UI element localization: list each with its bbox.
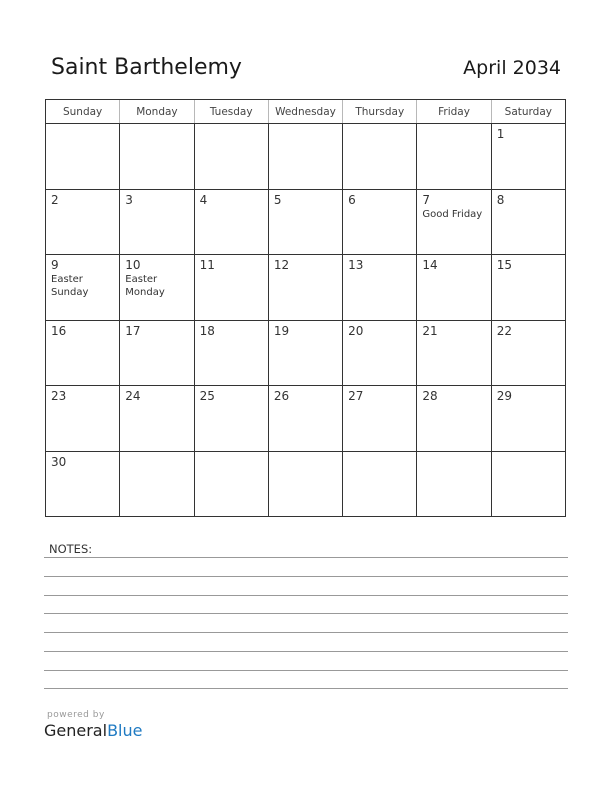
- day-cell: [268, 255, 342, 320]
- note-line: [44, 613, 568, 614]
- day-number: 11: [199, 258, 215, 272]
- day-cell: [342, 321, 416, 386]
- day-cell: [416, 255, 490, 320]
- note-line: [44, 632, 568, 633]
- day-cell: [194, 255, 268, 320]
- day-cell: [491, 321, 565, 386]
- day-number: 7: [422, 192, 431, 207]
- day-number: 13: [348, 258, 364, 272]
- day-cell: [194, 452, 268, 518]
- day-cell: [416, 386, 490, 451]
- week-row: [46, 190, 565, 256]
- day-number: 2: [51, 192, 59, 207]
- note-line: [44, 651, 568, 652]
- day-cell: [119, 190, 193, 255]
- day-cell: [268, 386, 342, 451]
- day-cell: [342, 255, 416, 320]
- day-number: 6: [348, 192, 356, 207]
- day-cell: [46, 190, 119, 255]
- day-cell: [119, 321, 193, 386]
- day-number: 3: [125, 192, 133, 207]
- notes-label: NOTES:: [49, 542, 93, 556]
- day-number: 1: [496, 127, 505, 141]
- day-cell: [342, 452, 416, 518]
- powered-by-text: powered by: [47, 710, 105, 720]
- brand-general: General: [44, 721, 108, 740]
- day-number: 26: [273, 389, 290, 403]
- day-cell: [491, 386, 565, 451]
- day-number: 5: [273, 192, 282, 207]
- brand-logo: [44, 721, 142, 740]
- month-year-label: April 2034: [463, 57, 561, 79]
- day-number: 24: [125, 389, 141, 403]
- weekday-header-row: [46, 100, 565, 124]
- day-number: 19: [273, 323, 290, 338]
- weekday-header: Tuesday: [194, 100, 268, 123]
- weekday-header: Saturday: [491, 100, 565, 123]
- holiday-label: Good Friday: [422, 208, 483, 220]
- day-cell: [268, 190, 342, 255]
- day-cell: [268, 321, 342, 386]
- day-number: 28: [422, 389, 438, 403]
- day-cell: [342, 124, 416, 189]
- note-line: [44, 576, 568, 577]
- day-number: 22: [496, 323, 512, 338]
- day-cell: [268, 452, 342, 518]
- day-cell: [491, 124, 565, 189]
- day-cell: [46, 255, 119, 320]
- day-cell: [194, 124, 268, 189]
- day-number: 27: [348, 389, 364, 403]
- day-number: 23: [51, 389, 67, 403]
- day-number: 25: [199, 389, 215, 403]
- day-number: 8: [496, 192, 505, 207]
- day-cell: [491, 255, 565, 320]
- day-number: 18: [199, 323, 215, 338]
- day-cell: [46, 386, 119, 451]
- day-number: 15: [496, 258, 512, 272]
- day-cell: [342, 386, 416, 451]
- day-cell: [342, 190, 416, 255]
- weekday-header: Wednesday: [268, 100, 342, 123]
- day-cell: [194, 386, 268, 451]
- day-number: 14: [422, 258, 438, 272]
- day-number: 10: [125, 258, 141, 272]
- weekday-header: Thursday: [342, 100, 416, 123]
- day-cell: [194, 190, 268, 255]
- day-number: 9: [51, 258, 59, 272]
- week-row: [46, 124, 565, 190]
- weekday-header: Friday: [416, 100, 490, 123]
- day-number: 21: [422, 323, 438, 338]
- day-cell: [119, 386, 193, 451]
- day-cell: [119, 255, 193, 320]
- day-number: 16: [51, 323, 67, 338]
- week-row: [46, 452, 565, 518]
- note-line: [44, 595, 568, 596]
- day-cell: [46, 452, 119, 518]
- day-cell: [416, 190, 490, 255]
- calendar-grid: [45, 99, 566, 517]
- day-cell: [416, 321, 490, 386]
- day-number: 20: [348, 323, 364, 338]
- day-cell: [119, 124, 193, 189]
- day-cell: [491, 190, 565, 255]
- day-number: 4: [199, 192, 208, 207]
- holiday-label: Easter Sunday: [51, 274, 89, 298]
- note-line: [44, 670, 568, 671]
- week-row: [46, 321, 565, 387]
- weeks-container: [46, 124, 565, 517]
- calendar-title: Saint Barthelemy: [51, 55, 242, 80]
- day-cell: [194, 321, 268, 386]
- weekday-header: Monday: [119, 100, 193, 123]
- note-line: [44, 688, 568, 689]
- day-cell: [416, 124, 490, 189]
- brand-blue: Blue: [107, 721, 143, 740]
- day-number: 30: [51, 454, 67, 469]
- day-cell: [268, 124, 342, 189]
- week-row: [46, 386, 565, 452]
- day-cell: [491, 452, 565, 518]
- day-cell: [46, 124, 119, 189]
- week-row: [46, 255, 565, 321]
- day-cell: [416, 452, 490, 518]
- day-number: 12: [273, 258, 290, 272]
- day-cell: [119, 452, 193, 518]
- day-cell: [46, 321, 119, 386]
- day-number: 17: [125, 323, 141, 338]
- day-number: 29: [496, 389, 512, 403]
- holiday-label: Easter Monday: [125, 274, 165, 298]
- weekday-header: Sunday: [62, 106, 103, 118]
- note-line: [44, 557, 568, 558]
